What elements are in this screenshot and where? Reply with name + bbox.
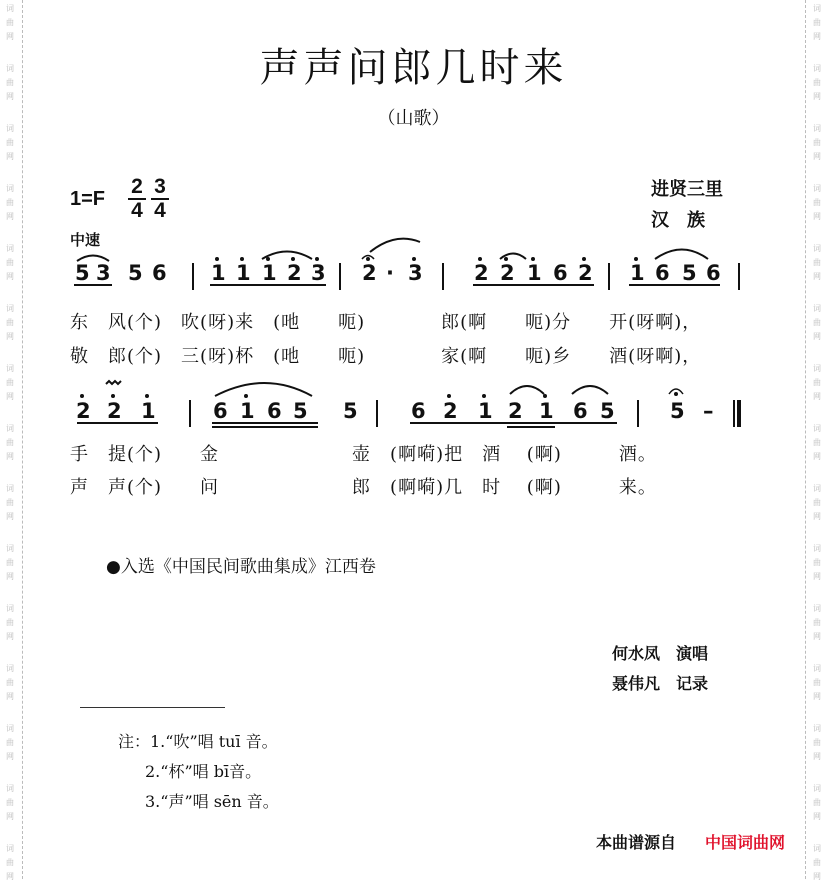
score-digit: 6 [213, 399, 228, 423]
watermark-text: 词 曲 网 [6, 544, 14, 581]
watermark-text: 词 曲 网 [6, 604, 14, 641]
score-digit: 1 [240, 399, 255, 423]
watermark-text: 词 曲 网 [813, 424, 821, 461]
watermark-text: 词 曲 网 [813, 484, 821, 521]
watermark-text: 词 曲 网 [6, 124, 14, 161]
score-digit: 3 [311, 261, 326, 285]
performer-name: 何水凤 [612, 644, 661, 663]
score-line-1 [0, 230, 827, 300]
lyrics-line2-verse1: 手 提(个) 金 壶 (啊嗬)把 酒 (啊) 酒。 [70, 444, 657, 465]
watermark-text: 词 曲 网 [813, 604, 821, 641]
score-digit: 6 [267, 399, 282, 423]
score-digit: 1 [478, 399, 493, 423]
score-digit: 2 [578, 261, 593, 285]
watermark-text: 词 曲 网 [6, 844, 14, 881]
watermark-text: 词 曲 网 [6, 724, 14, 761]
performer-role: 演唱 [676, 644, 709, 663]
song-genre: （山歌） [377, 108, 450, 129]
watermark-text: 词 曲 网 [813, 244, 821, 281]
watermark-text: 词 曲 网 [6, 184, 14, 221]
song-title: 声声问郎几时来 [259, 45, 568, 91]
score-digit: 5 [600, 399, 615, 423]
watermark-text: 词 曲 网 [813, 124, 821, 161]
footnote-2: 2.“杯”唱 bī音。 [145, 762, 262, 781]
collection-note: ●入选《中国民间歌曲集成》江西卷 [106, 557, 376, 577]
watermark-text: 词 曲 网 [6, 304, 14, 341]
watermark-text: 词 曲 网 [813, 664, 821, 701]
origin-place: 进贤三里 [651, 179, 723, 200]
time-signature-2-4: 2 4 [127, 176, 147, 222]
score-digit: 1 [630, 261, 645, 285]
score-digit: 6 [411, 399, 426, 423]
lyrics-line1-verse1: 东 风(个) 吹(呀)来 (吔 呃) 郎(啊 呃)分 开(呀啊)， [70, 312, 702, 333]
watermark-text: 词 曲 网 [6, 364, 14, 401]
origin-ethnicity: 汉 族 [651, 210, 705, 231]
score-digit: 5 [670, 399, 685, 423]
score-digit: 6 [152, 261, 167, 285]
score-digit: 1 [211, 261, 226, 285]
watermark-text: 词 曲 网 [813, 724, 821, 761]
score-digit: 2 [474, 261, 489, 285]
score-line-2 [0, 370, 827, 440]
score-digit: 2 [287, 261, 302, 285]
score-digit: 6 [706, 261, 721, 285]
score-digit: 1 [141, 399, 156, 423]
lyrics-line1-verse2: 敬 郎(个) 三(呀)杯 (吔 呃) 家(啊 呃)乡 酒(呀啊)， [70, 346, 702, 367]
recorder-credit [612, 671, 708, 694]
watermark-text: 词 曲 网 [813, 4, 821, 41]
source-site-link[interactable]: 中国词曲网 [705, 833, 786, 852]
score-digit: 2 [107, 399, 122, 423]
score-digit: 5 [128, 261, 143, 285]
score-digit: · [386, 261, 394, 285]
footnote-3: 3.“声”唱 sēn 音。 [145, 792, 279, 811]
score-digit: 3 [408, 261, 423, 285]
watermark-text: 词 曲 网 [6, 4, 14, 41]
score-digit: 2 [76, 399, 91, 423]
watermark-text: 词 曲 网 [813, 844, 821, 881]
watermark-text: 词 曲 网 [6, 64, 14, 101]
score-digit: 3 [96, 261, 111, 285]
score-digit: 2 [443, 399, 458, 423]
source-label: 本曲谱源自 [596, 833, 677, 852]
footnote-divider [80, 707, 225, 708]
recorder-role: 记录 [676, 674, 709, 693]
score-digit: – [703, 399, 714, 423]
watermark-text: 词 曲 网 [6, 784, 14, 821]
watermark-text: 词 曲 网 [6, 484, 14, 521]
score-digit: 2 [500, 261, 515, 285]
score-digit: 6 [573, 399, 588, 423]
footnote-1: 注：1.“吹”唱 tuī 音。 [118, 732, 278, 751]
performer-credit [612, 641, 708, 664]
watermark-text: 词 曲 网 [6, 664, 14, 701]
time-signature-3-4: 3 4 [150, 176, 170, 222]
watermark-text: 词 曲 网 [813, 64, 821, 101]
score-digit: 6 [655, 261, 670, 285]
score-digit: 5 [293, 399, 308, 423]
watermark-text: 词 曲 网 [813, 304, 821, 341]
lyrics-line2-verse2: 声 声(个) 问 郎 (啊嗬)几 时 (啊) 来。 [70, 477, 657, 498]
watermark-text: 词 曲 网 [813, 364, 821, 401]
score-digit: 5 [682, 261, 697, 285]
watermark-text: 词 曲 网 [6, 424, 14, 461]
watermark-text: 词 曲 网 [813, 784, 821, 821]
score-digit: 2 [362, 261, 377, 285]
score-digit: 1 [262, 261, 277, 285]
score-digit: 5 [343, 399, 358, 423]
recorder-name: 聂伟凡 [612, 674, 661, 693]
watermark-text: 词 曲 网 [6, 244, 14, 281]
score-digit: 6 [553, 261, 568, 285]
score-digit: 2 [508, 399, 523, 423]
score-digit: 1 [236, 261, 251, 285]
watermark-text: 词 曲 网 [813, 184, 821, 221]
score-digit: 5 [75, 261, 90, 285]
score-digit: 1 [539, 399, 554, 423]
watermark-text: 词 曲 网 [813, 544, 821, 581]
key-signature: 1=F [70, 188, 106, 210]
score-digit: 1 [527, 261, 542, 285]
tempo-marking: 中速 [70, 231, 101, 249]
